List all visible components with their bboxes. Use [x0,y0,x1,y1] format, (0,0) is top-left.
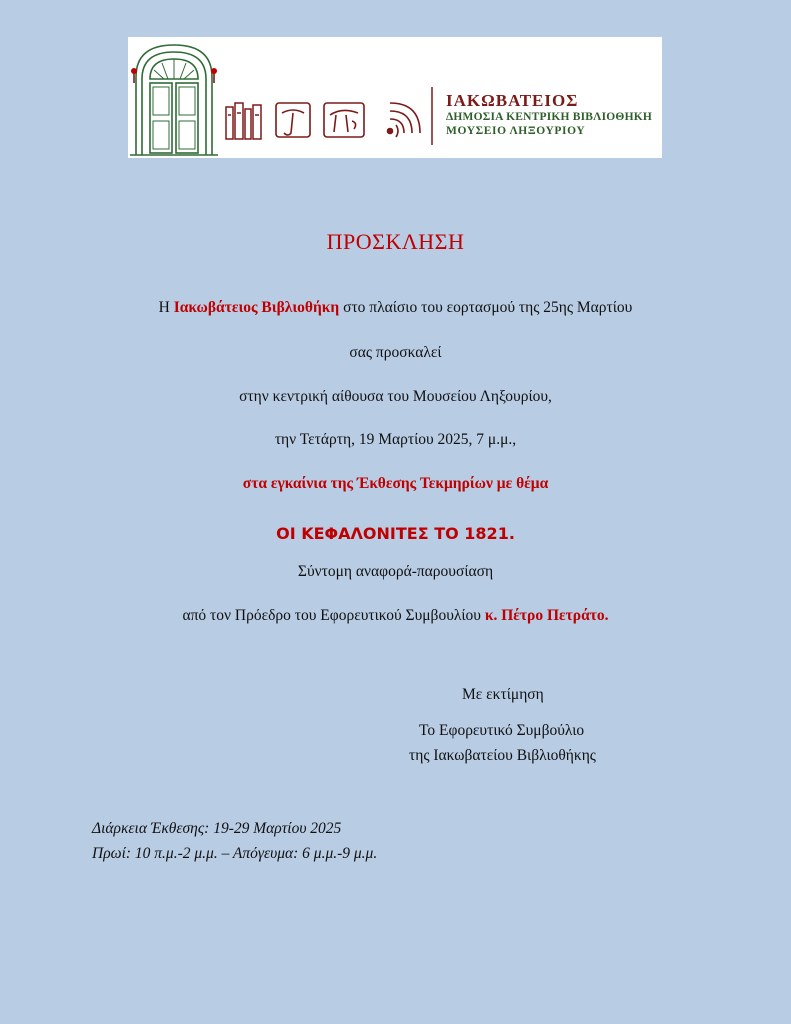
datetime-line: την Τετάρτη, 19 Μαρτίου 2025, 7 μ.μ., [274,431,517,448]
manuscript-letters-illustration [276,103,364,137]
exhibition-hours: Πρωί: 10 π.μ.-2 μ.μ. – Απόγευμα: 6 μ.μ.-9 μ.μ. [92,845,378,862]
presenter-name: κ. Πέτρο Πετράτο. [484,607,609,624]
presenter-line [0,607,791,625]
exhibition-duration: Διάρκεια Έκθεσης: 19-29 Μαρτίου 2025 [92,820,342,837]
signature-regards: Με εκτίμηση [462,686,544,703]
intro-suffix: στο πλαίσιο του εορτασμού της 25ης Μαρτίου [339,299,633,316]
logo-subtitle-2: ΜΟΥΣΕΙΟ ΛΗΞΟΥΡΙΟΥ [446,125,586,137]
signature-signer-line2: της Ιακωβατείου Βιβλιοθήκης [409,747,596,764]
library-logo-banner [128,37,662,158]
location-line: στην κεντρική αίθουσα του Μουσείου Ληξουρίου, [239,388,552,405]
opening-line: στα εγκαίνια της Έκθεσης Τεκμηρίων με θέμα [242,475,549,492]
exhibition-subject: ΟΙ ΚΕΦΑΛΟΝΙΤΕΣ ΤΟ 1821. [276,524,515,543]
intro-prefix: Η [158,299,174,316]
invites-line: σας προσκαλεί [349,344,442,361]
books-illustration [226,103,261,139]
logo-text-block [446,91,656,138]
logo-title: ΙΑΚΩΒΑΤΕΙΟΣ [446,91,579,110]
signature-signer-line1: Το Εφορευτικό Συμβούλιο [419,722,585,739]
doorway-illustration [130,45,218,155]
presentation-line: Σύντομη αναφορά-παρουσίαση [297,563,494,580]
waves-illustration [388,103,421,137]
invitation-title: ΠΡΟΣΚΛΗΣΗ [326,229,465,254]
library-logo-graphic [128,37,438,158]
presenter-prefix: από τον Πρόεδρο του Εφορευτικού Συμβουλίου [182,607,485,624]
logo-subtitle-1: ΔΗΜΟΣΙΑ ΚΕΝΤΡΙΚΗ ΒΙΒΛΙΟΘΗΚΗ [446,111,653,123]
library-name: Ιακωβάτειος Βιβλιοθήκη [173,299,340,316]
intro-line [0,299,791,317]
